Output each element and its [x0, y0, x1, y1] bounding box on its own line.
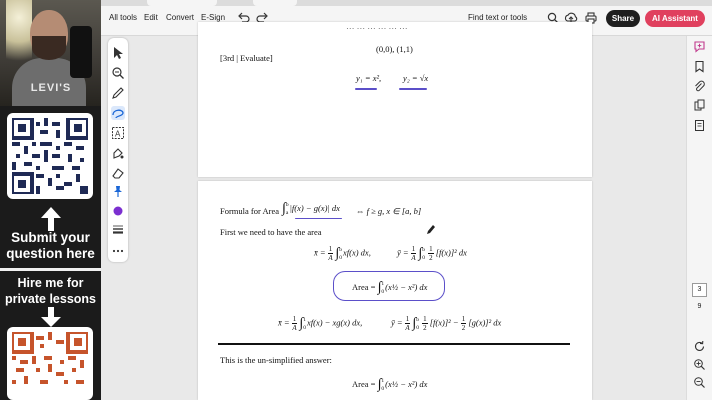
color-picker-icon[interactable]: [111, 204, 125, 218]
divider: [0, 268, 101, 271]
share-button[interactable]: Share: [606, 10, 640, 27]
area-integrand: (x½ − x²) dx: [385, 281, 428, 292]
xbar2-integrand: xf(x) − xg(x) dx,: [306, 317, 363, 328]
intersection-points: (0,0), (1,1): [376, 44, 413, 54]
annotation-underline-2: [399, 88, 427, 90]
ai-assistant-label: AI Assistant: [652, 14, 698, 23]
ybar2-integrand-2: [g(x)]² dx: [468, 317, 502, 328]
pencil-cursor-icon: [426, 223, 436, 235]
freehand-draw-icon[interactable]: [111, 106, 125, 120]
document-page-2: [198, 181, 592, 400]
centroid-y-formula-2: ȳ = $\frac{1}{A}$ ∫ b 0 $\frac{1}{2}$ [f(x)]² − $\frac{1}{2}$ [g(x)]² dx: [391, 315, 502, 332]
menu-edit[interactable]: Edit: [144, 13, 158, 22]
menu-all-tools[interactable]: All tools: [109, 13, 138, 22]
stroke-width-icon[interactable]: [111, 222, 125, 236]
annotation-underline-1: [355, 88, 377, 90]
hire-lessons-text: Hire me for private lessons: [4, 276, 96, 306]
pin-icon[interactable]: [111, 184, 125, 198]
pages-icon[interactable]: [693, 99, 706, 112]
right-rail: [686, 36, 712, 400]
second-tab[interactable]: [253, 0, 297, 6]
document-copy-icon[interactable]: [693, 119, 706, 132]
cutoff-line: ⋯ ⋯ ⋯ ⋯ ⋯ ⋯: [346, 23, 408, 33]
document-page-1: [198, 22, 592, 177]
qr-pattern: [12, 118, 88, 194]
step-label: [3rd | Evaluate]: [220, 53, 273, 63]
page-number-input[interactable]: 3: [692, 283, 707, 297]
equation-y2: y₂ = √x: [403, 73, 429, 83]
area-formula-expr: |f(x) − g(x)| dx: [289, 202, 340, 213]
xbar-lhs: x̄ =: [314, 247, 326, 258]
page-total: 9: [697, 303, 702, 310]
arrow-down-icon: [41, 307, 61, 327]
cursor-icon[interactable]: [111, 46, 125, 60]
qr-pattern: [12, 332, 88, 400]
stamp-icon[interactable]: [111, 146, 125, 160]
centroid-y-formula: ȳ = $\frac{1}{A}$ ∫ b 0 $\frac{1}{2}$ [f(x)]² dx: [397, 245, 467, 262]
area-formula: ∫ b a |f(x) − g(x)| dx: [282, 201, 340, 216]
pen-icon[interactable]: [111, 86, 125, 100]
qr-code-question[interactable]: [7, 113, 93, 199]
webcam-feed: [0, 0, 101, 106]
document-tab[interactable]: [147, 0, 217, 6]
formula-label: Formula for Area: [220, 206, 280, 216]
tab-strip: [101, 0, 712, 6]
area2-integrand: (x½ − x²) dx: [385, 378, 428, 389]
centroid-x-formula: x̄ = $\frac{1}{A}$ ∫ b 0 xf(x) dx,: [314, 245, 371, 262]
xbar-integrand: xf(x) dx,: [342, 247, 371, 258]
equation-y1: y₁ = x²,: [356, 73, 382, 83]
annotation-underline-3: [295, 218, 342, 219]
xbar2-lhs: x̄ =: [278, 317, 290, 328]
menu-convert[interactable]: Convert: [166, 13, 195, 22]
zoom-icon[interactable]: [111, 66, 125, 80]
qr-code-lessons[interactable]: [7, 327, 93, 400]
eraser-icon[interactable]: [111, 166, 125, 180]
bookmark-icon[interactable]: [693, 60, 706, 73]
find-text-tools[interactable]: Find text or tools: [468, 13, 528, 22]
arrow-up-icon: [41, 207, 61, 231]
ybar-integrand: [f(x)]² dx: [435, 247, 467, 258]
stream-overlay-panel: [0, 0, 101, 400]
zoom-in-icon[interactable]: [693, 358, 706, 371]
text-box-icon[interactable]: [111, 126, 125, 140]
area2-lhs: Area =: [352, 378, 376, 389]
tool-rail: [108, 38, 128, 262]
unsimplified-label: This is the un-simplified answer:: [220, 355, 332, 365]
zoom-out-icon[interactable]: [693, 376, 706, 389]
centroid-x-formula-2: x̄ = $\frac{1}{A}$ ∫ 1 0 xf(x) − xg(x) dx,: [278, 315, 363, 332]
ybar-lhs: ȳ =: [397, 247, 409, 258]
shirt-logo: LEVI'S: [30, 82, 72, 94]
divider-rule: [218, 343, 570, 345]
ybar2-integrand-1: [f(x)]² −: [429, 317, 459, 328]
area-lhs: Area =: [352, 281, 376, 292]
ai-assistant-button[interactable]: [645, 10, 705, 27]
area-equation-2: Area = ∫ 1 0 (x½ − x²) dx: [352, 377, 428, 392]
first-line: First we need to have the area: [220, 227, 322, 237]
microphone: [70, 26, 92, 78]
lamp: [6, 0, 32, 70]
formula-condition: ⇔ f ≥ g, x ∈ [a, b]: [356, 206, 422, 216]
svg-text:A: A: [115, 129, 121, 139]
area-equation: Area = ∫ 1 0 (x½ − x²) dx: [352, 280, 428, 295]
attachment-icon[interactable]: [693, 80, 706, 93]
presenter-beard: [32, 36, 66, 60]
refresh-icon[interactable]: [693, 340, 706, 353]
submit-question-text: Submit your question here: [6, 230, 95, 261]
more-options-icon[interactable]: [111, 244, 125, 258]
menu-esign[interactable]: E-Sign: [201, 13, 226, 22]
ybar2-lhs: ȳ =: [391, 317, 403, 328]
comment-add-icon[interactable]: [693, 40, 706, 53]
